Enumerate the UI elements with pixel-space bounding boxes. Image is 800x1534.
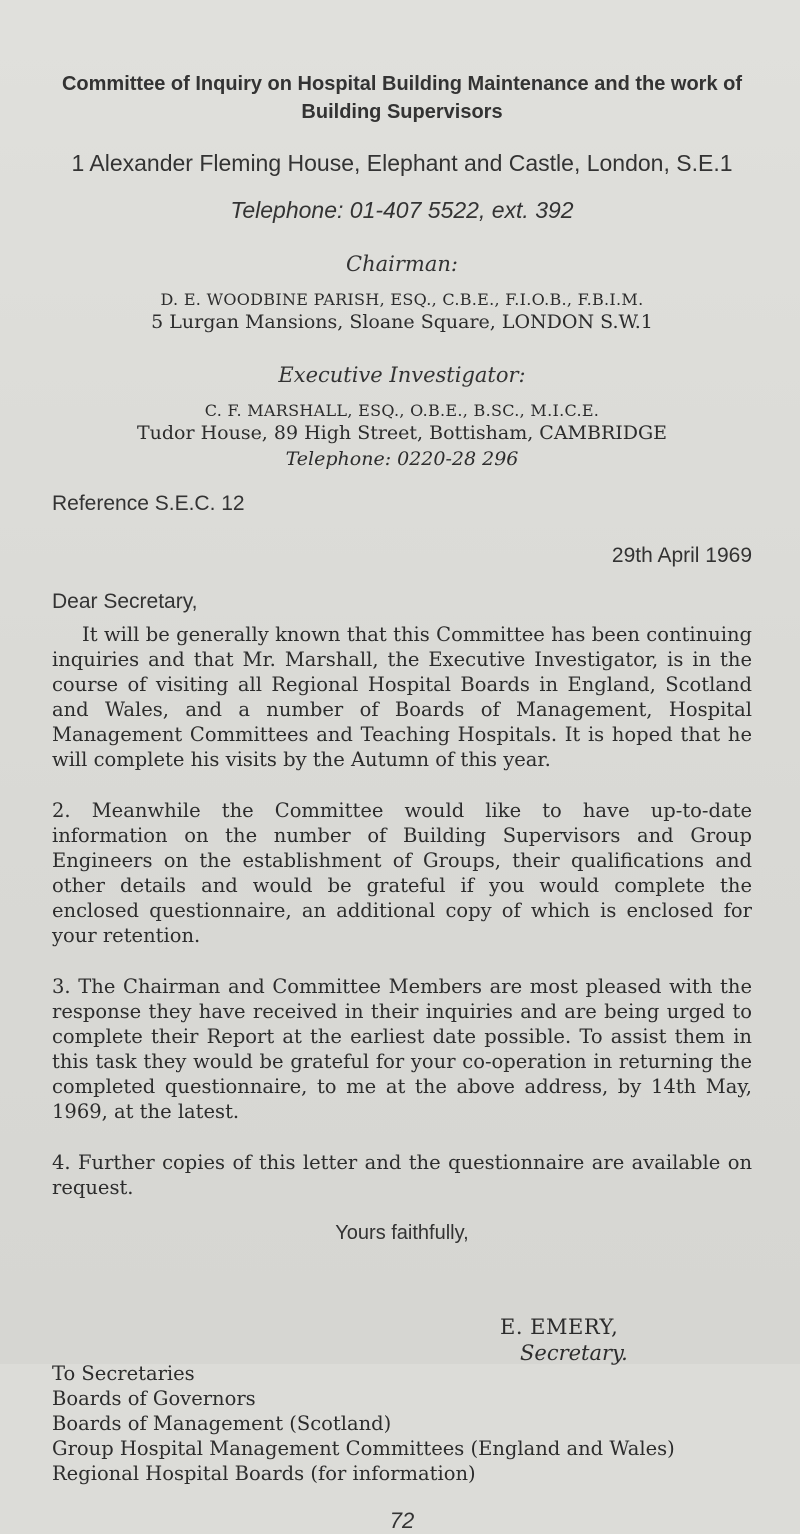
recipient-item: Boards of Management (Scotland) bbox=[52, 1412, 392, 1435]
executive-investigator-name: C. F. MARSHALL, ESQ., O.B.E., B.SC., M.I.C.E. bbox=[204, 401, 600, 420]
closing: Yours faithfully, bbox=[335, 1222, 469, 1244]
recipient-item: Regional Hospital Boards (for information) bbox=[52, 1462, 476, 1485]
paragraph-3: 3. The Chairman and Committee Members are most pleased with the response they have received in their inquiries and are being urged to complete their Report at the earliest date possible. To assist them in this task they would be grateful for your co-operation in returning the completed questionnaire, to me at the above address, by 14th May, 1969, at the latest. bbox=[52, 975, 752, 1123]
paragraph-4: 4. Further copies of this letter and the questionnaire are available on request. bbox=[52, 1151, 752, 1199]
signatory-name: E. EMERY, bbox=[500, 1315, 619, 1339]
paragraph-2: 2. Meanwhile the Committee would like to have up-to-date information on the number of Building Supervisors and Group Engineers on the establishment of Groups, their qualifications and other details and would be grateful if you would complete the enclosed questionnaire, an additional copy of which is enclosed for your retention. bbox=[52, 799, 752, 947]
chairman-address: 5 Lurgan Mansions, Sloane Square, LONDON S.W.1 bbox=[151, 311, 653, 333]
committee-telephone: Telephone: 01-407 5522, ext. 392 bbox=[230, 197, 574, 223]
salutation: Dear Secretary, bbox=[52, 590, 198, 613]
recipient-list bbox=[52, 1361, 752, 1486]
paragraph-1: It will be generally known that this Committee has been continuing inquiries and that Mr. Marshall, the Executive Investigator, is in the course of visiting all Regional Hospital Boards in England, Scotland and Wales, and a number of Boards of Management, Hospital Management Committees and Teaching Hospitals. It is hoped that he will complete his visits by the Autumn of this year. bbox=[52, 623, 752, 771]
page-number: 72 bbox=[389, 1508, 415, 1533]
committee-title: Committee of Inquiry on Hospital Building Maintenance and the work of Building Supervisors bbox=[61, 73, 743, 123]
chairman-name: D. E. WOODBINE PARISH, ESQ., C.B.E., F.I.O.B., F.B.I.M. bbox=[160, 290, 644, 309]
executive-investigator-telephone: Telephone: 0220-28 296 bbox=[285, 448, 519, 470]
recipient-item: Boards of Governors bbox=[52, 1387, 256, 1410]
recipient-item: Group Hospital Management Committees (England and Wales) bbox=[52, 1437, 675, 1460]
reference-line: Reference S.E.C. 12 bbox=[52, 492, 245, 515]
executive-investigator-address: Tudor House, 89 High Street, Bottisham, CAMBRIDGE bbox=[136, 422, 668, 444]
signatory-title: Secretary. bbox=[520, 1341, 628, 1365]
executive-investigator-heading: Executive Investigator: bbox=[278, 363, 526, 387]
recipient-item: To Secretaries bbox=[52, 1362, 195, 1385]
chairman-heading: Chairman: bbox=[346, 252, 458, 276]
letter-date: 29th April 1969 bbox=[611, 544, 752, 567]
committee-address: 1 Alexander Fleming House, Elephant and Castle, London, S.E.1 bbox=[71, 150, 733, 176]
